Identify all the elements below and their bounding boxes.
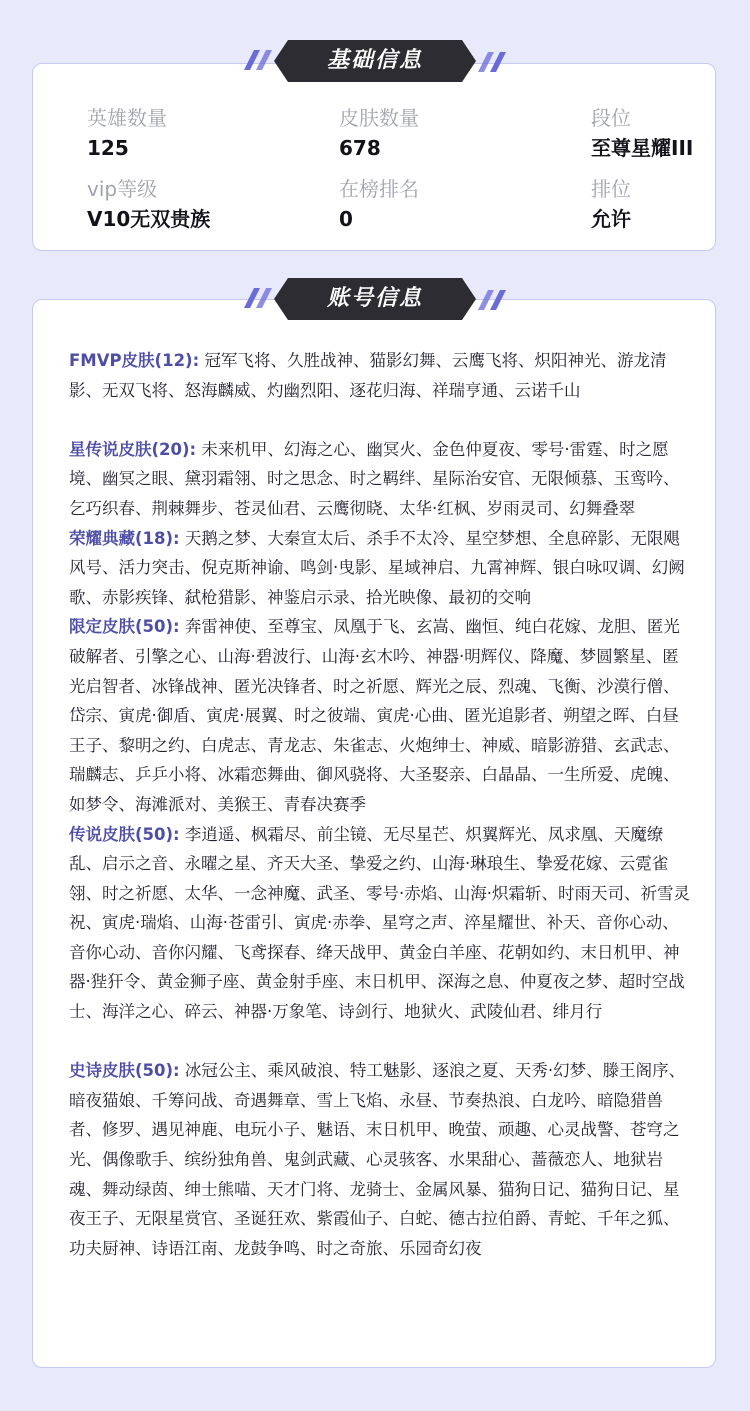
skin-items: 未来机甲、幻海之心、幽冥火、金色仲夏夜、零号·雷霆、时之愿境、幽冥之眼、黛羽霜翎、时之思念、时之羁绊、星际治安官、无限倾慕、玉鸾吟、乞巧织春、荆棘舞步、苍灵仙君、云鹰彻晓、太华·红枫、岁雨灵司、幻舞叠翠: [69, 439, 680, 518]
skin-items: 李逍遥、枫霜尽、前尘镜、无尽星芒、炽翼辉光、凤求凰、天魔缭乱、启示之音、永曜之星、齐天大圣、挚爱之约、山海·琳琅生、挚爱花嫁、云霓雀翎、时之祈愿、太华、一念神魔、武圣、零号·赤焰、山海·炽霜斩、时雨天司、祈雪灵祝、寅虎·瑞焰、山海·苍雷引、寅虎·赤拳、星穹之声、淬星耀世、补天、音你心动、音你心动、音你闪耀、飞鸢探春、绛天战甲、黄金白羊座、花朝如约、末日机甲、神器·狴犴令、黄金狮子座、黄金射手座、末日机甲、深海之息、仲夏夜之梦、超时空战士、海洋之心、碎云、神器·万象笔、诗剑行、地狱火、武陵仙君、绯月行: [69, 824, 690, 1022]
section-title-text: 基础信息: [326, 48, 423, 73]
stat-value: 0: [339, 207, 353, 231]
stat-skin-count: [339, 104, 419, 162]
stat-leaderboard-rank: [339, 175, 419, 233]
skin-category-label: 史诗皮肤(50):: [69, 1061, 180, 1081]
stat-value: V10无双贵族: [87, 207, 211, 231]
skin-group-legend: [69, 820, 695, 1027]
skin-category-label: 限定皮肤(50):: [69, 617, 180, 637]
skin-group-fmvp: [69, 346, 695, 405]
stat-label: vip等级: [87, 177, 158, 201]
stat-ranked-allowed: [591, 175, 631, 233]
stat-rank-tier: [591, 104, 693, 162]
skin-items: 奔雷神使、至尊宝、凤凰于飞、玄嵩、幽恒、纯白花嫁、龙胆、匿光破解者、引擎之心、山海·碧波行、山海·玄木吟、神器·明辉仪、降魔、梦圆繁星、匿光启智者、冰锋战神、匿光决锋者、时之祈愿、辉光之辰、烈魂、飞衡、沙漠行僧、岱宗、寅虎·御盾、寅虎·展翼、时之彼端、寅虎·心曲、匿光追影者、朔望之晖、白昼王子、黎明之约、白虎志、青龙志、朱雀志、火炮绅士、神威、暗影游猎、玄武志、瑞麟志、乒乒小将、冰霜恋舞曲、御风骁将、大圣娶亲、白晶晶、一生所爱、虎魄、如梦令、海滩派对、美猴王、青春决赛季: [69, 617, 680, 814]
stat-value: 678: [339, 136, 381, 160]
skin-category-label: 传说皮肤(50):: [69, 824, 180, 844]
skin-group-epic: [69, 1056, 695, 1263]
skin-items: 冠军飞将、久胜战神、猫影幻舞、云鹰飞将、炽阳神光、游龙清影、无双飞将、怒海麟威、灼幽烈阳、逐花归海、祥瑞亨通、云诺千山: [69, 351, 667, 400]
stat-label: 段位: [591, 106, 631, 130]
skin-items: 冰冠公主、乘风破浪、特工魅影、逐浪之夏、天秀·幻梦、滕王阁序、暗夜猫娘、千筹问战、奇遇舞章、雪上飞焰、永昼、节奏热浪、白龙吟、暗隐猎兽者、修罗、遇见神鹿、电玩小子、魅语、末日机甲、晚萤、顽趣、心灵战警、苍穹之光、偶像歌手、缤纷独角兽、鬼剑武藏、心灵骇客、水果甜心、蔷薇恋人、地狱岩魂、舞动绿茵、绅士熊喵、天才门将、龙骑士、金属风暴、猫狗日记、猫狗日记、星夜王子、无限星赏官、圣诞狂欢、紫霞仙子、白蛇、德古拉伯爵、青蛇、千年之狐、功夫厨神、诗语江南、龙鼓争鸣、时之奇旅、乐园奇幻夜: [69, 1061, 686, 1258]
skin-group-star-legend: [69, 435, 695, 524]
stat-value: 125: [87, 136, 129, 160]
stat-vip-level: [87, 175, 210, 233]
skin-list: [69, 346, 695, 1263]
section-title-account: [0, 276, 750, 322]
account-info-card: [32, 299, 716, 1368]
stat-hero-count: [87, 104, 167, 162]
stat-label: 皮肤数量: [339, 106, 419, 130]
section-title-text: 账号信息: [326, 286, 423, 311]
skin-category-label: 星传说皮肤(20):: [69, 439, 197, 459]
basic-info-card: [32, 63, 716, 251]
stat-label: 排位: [591, 177, 631, 201]
stat-value: 至尊星耀III: [591, 136, 694, 160]
stat-label: 英雄数量: [87, 106, 167, 130]
section-title-basic: [0, 38, 750, 84]
stat-value: 允许: [591, 207, 631, 231]
skin-group-limited: [69, 612, 695, 819]
skin-group-glory-collection: [69, 524, 695, 613]
stat-label: 在榜排名: [339, 177, 419, 201]
skin-category-label: 荣耀典藏(18):: [69, 528, 180, 548]
skin-items: 天鹅之梦、大秦宣太后、杀手不太冷、星空梦想、全息碎影、无限飓风号、活力突击、倪克斯神谕、鸣剑·曳影、星域神启、九霄神辉、银白咏叹调、幻阙歌、赤影疾锋、弑枪猎影、神鉴启示录、拾光映像、最初的交响: [69, 528, 685, 607]
skin-category-label: FMVP皮肤(12):: [69, 351, 200, 370]
